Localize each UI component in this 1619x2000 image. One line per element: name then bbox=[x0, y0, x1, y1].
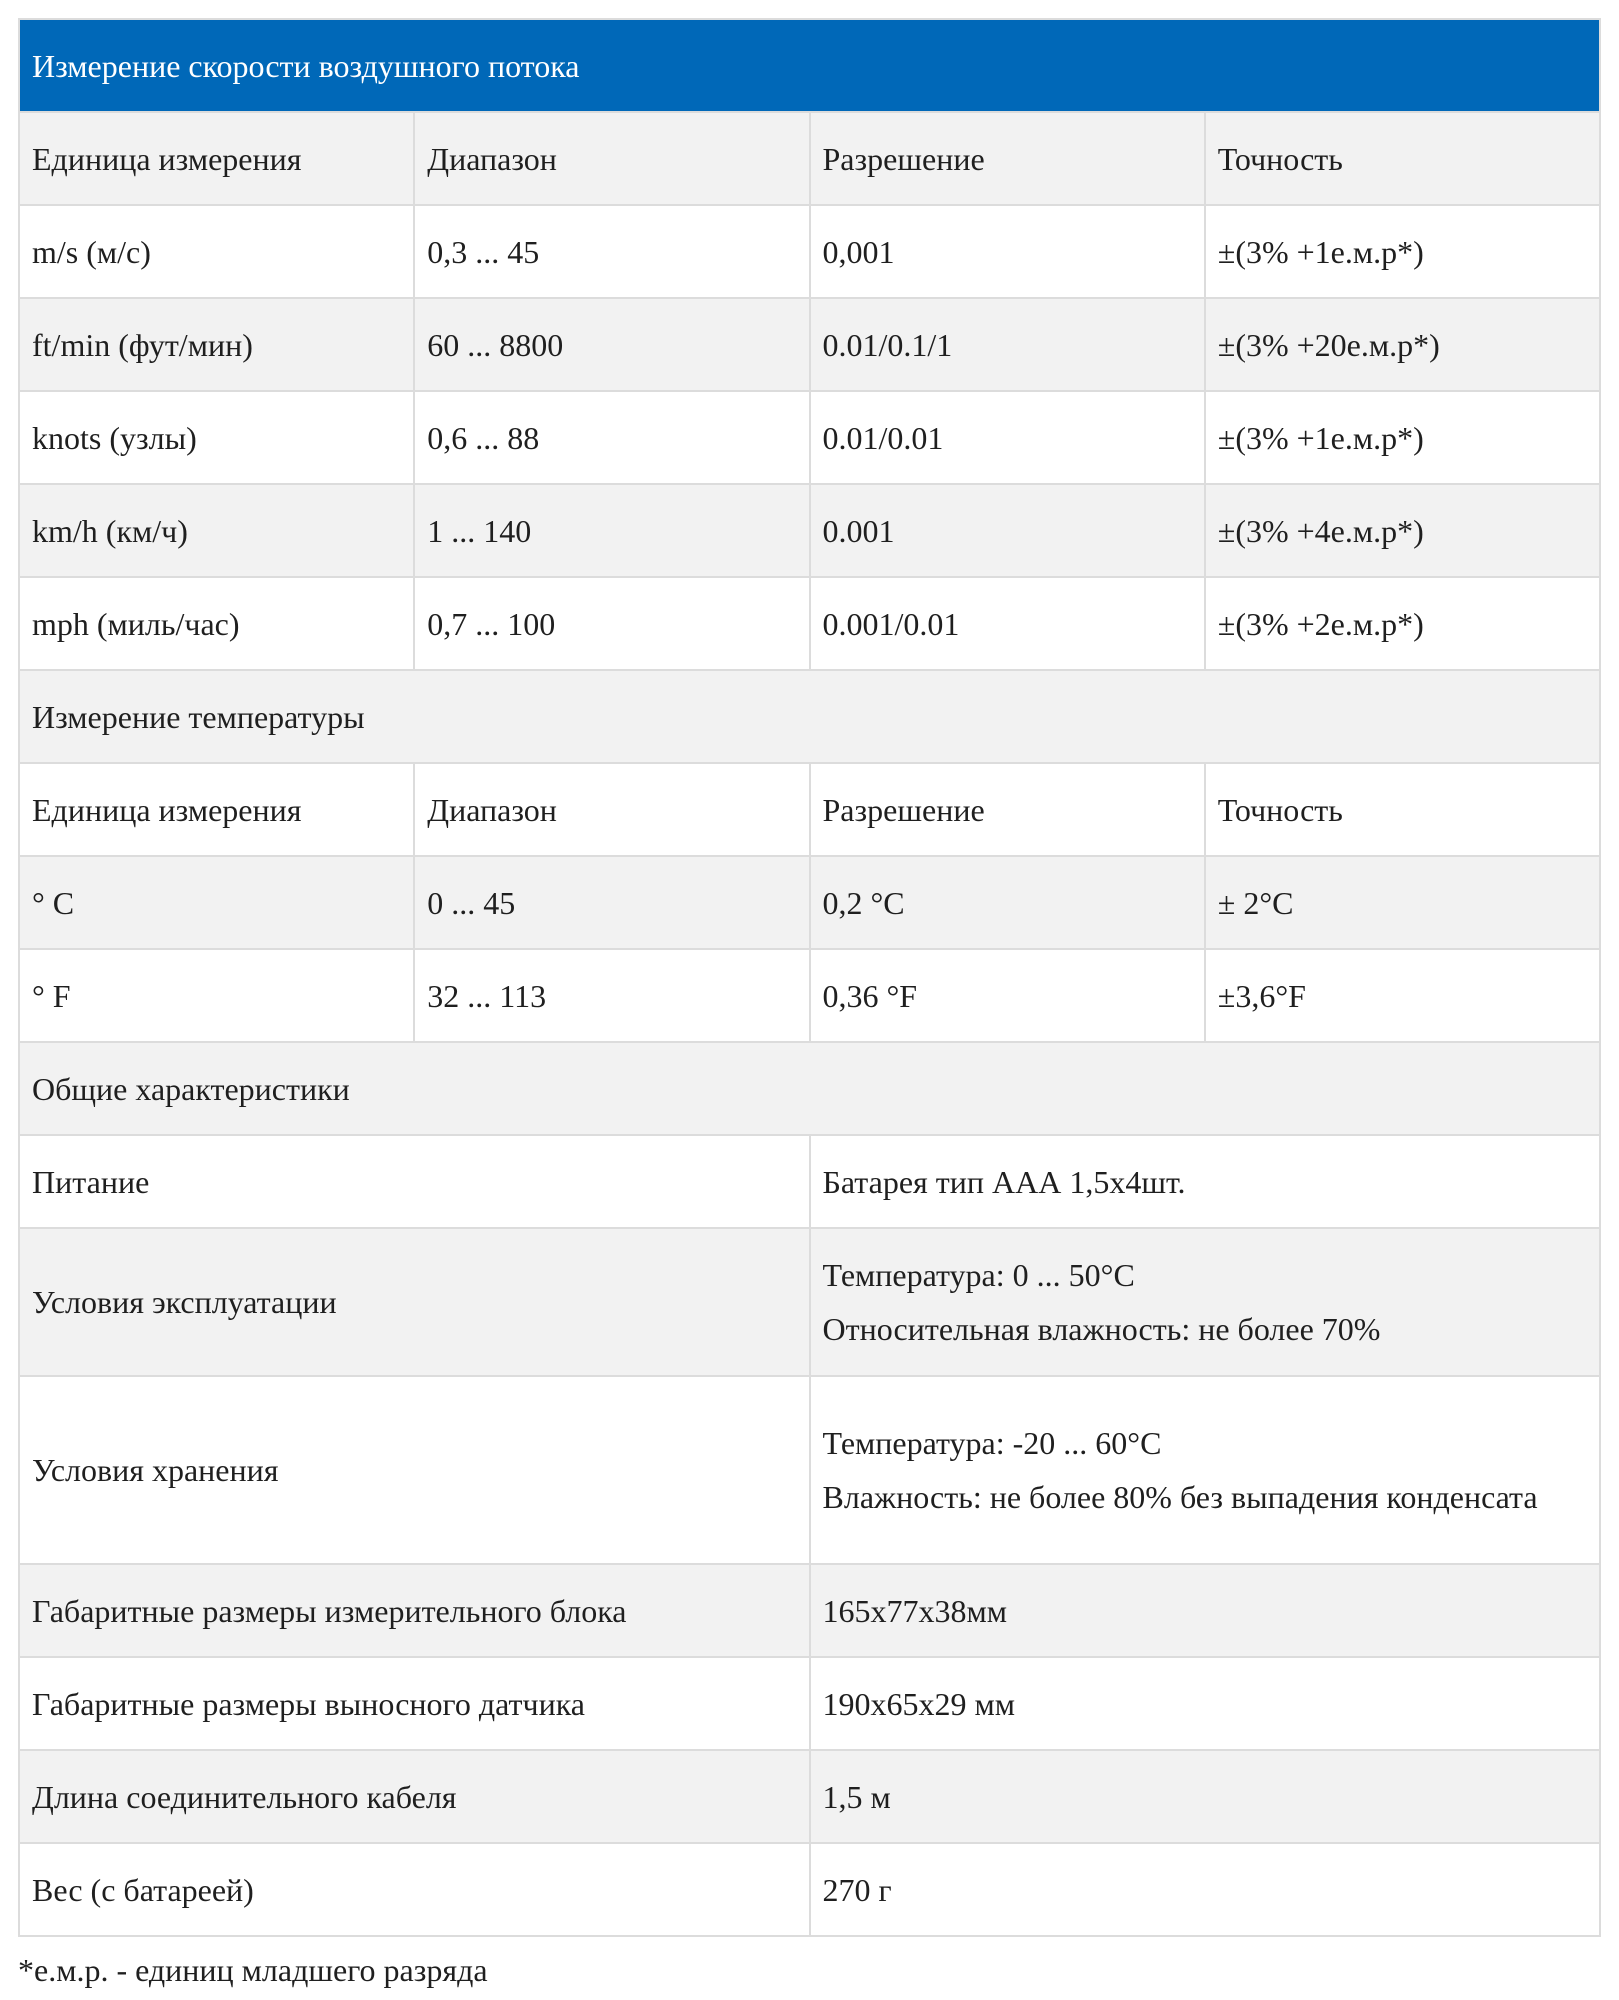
column-header-range: Диапазон bbox=[414, 763, 809, 856]
column-header-unit: Единица измерения bbox=[19, 763, 414, 856]
spec-label: Габаритные размеры измерительного блока bbox=[19, 1564, 810, 1657]
range-cell: 0,3 ... 45 bbox=[414, 205, 809, 298]
table-row bbox=[19, 1843, 1600, 1936]
spec-value-line: 190х65х29 мм bbox=[822, 1685, 1015, 1722]
general-section-title-row bbox=[19, 1042, 1600, 1135]
spec-value-line: Влажность: не более 80% без выпадения конденсата bbox=[822, 1479, 1538, 1515]
spec-value bbox=[810, 1843, 1601, 1936]
spec-value-line: Температура: 0 ... 50°C bbox=[822, 1257, 1135, 1293]
spec-label: Условия эксплуатации bbox=[19, 1228, 810, 1376]
airflow-header-row bbox=[19, 112, 1600, 205]
specifications-table bbox=[18, 18, 1601, 1937]
spec-label: Вес (с батареей) bbox=[19, 1843, 810, 1936]
accuracy-cell: ±(3% +1е.м.р*) bbox=[1205, 205, 1600, 298]
range-cell: 1 ... 140 bbox=[414, 484, 809, 577]
resolution-cell: 0,001 bbox=[810, 205, 1205, 298]
column-header-range: Диапазон bbox=[414, 112, 809, 205]
spec-value-line: 1,5 м bbox=[822, 1778, 891, 1815]
accuracy-cell: ±(3% +1е.м.р*) bbox=[1205, 391, 1600, 484]
resolution-cell: 0,2 °C bbox=[810, 856, 1205, 949]
resolution-cell: 0.01/0.1/1 bbox=[810, 298, 1205, 391]
unit-cell: ° F bbox=[19, 949, 414, 1042]
spec-value-line: Относительная влажность: не более 70% bbox=[822, 1311, 1381, 1347]
temperature-header-row bbox=[19, 763, 1600, 856]
spec-value-line: 270 г bbox=[822, 1871, 892, 1908]
temperature-section-title-row bbox=[19, 670, 1600, 763]
table-row bbox=[19, 298, 1600, 391]
footnote: *е.м.р. - единиц младшего разряда bbox=[18, 1952, 488, 1988]
unit-cell: km/h (км/ч) bbox=[19, 484, 414, 577]
spec-label: Габаритные размеры выносного датчика bbox=[19, 1657, 810, 1750]
unit-cell: m/s (м/с) bbox=[19, 205, 414, 298]
unit-cell: ° C bbox=[19, 856, 414, 949]
accuracy-cell: ± 2°C bbox=[1205, 856, 1600, 949]
spec-value-line: Температура: -20 ... 60°C bbox=[822, 1425, 1162, 1461]
table-row bbox=[19, 1228, 1600, 1376]
column-header-unit: Единица измерения bbox=[19, 112, 414, 205]
airflow-section-title: Измерение скорости воздушного потока bbox=[19, 19, 1600, 112]
spec-label: Длина соединительного кабеля bbox=[19, 1750, 810, 1843]
spec-value-line: Батарея тип ААА 1,5х4шт. bbox=[822, 1163, 1186, 1200]
resolution-cell: 0.001 bbox=[810, 484, 1205, 577]
spec-value bbox=[810, 1750, 1601, 1843]
spec-value bbox=[810, 1376, 1601, 1564]
table-row bbox=[19, 577, 1600, 670]
accuracy-cell: ±(3% +2е.м.р*) bbox=[1205, 577, 1600, 670]
unit-cell: ft/min (фут/мин) bbox=[19, 298, 414, 391]
range-cell: 0,7 ... 100 bbox=[414, 577, 809, 670]
table-row bbox=[19, 949, 1600, 1042]
airflow-section-title-row bbox=[19, 19, 1600, 112]
column-header-accuracy: Точность bbox=[1205, 763, 1600, 856]
general-section-title: Общие характеристики bbox=[19, 1042, 1600, 1135]
temperature-section-title: Измерение температуры bbox=[19, 670, 1600, 763]
spec-value bbox=[810, 1564, 1601, 1657]
range-cell: 0 ... 45 bbox=[414, 856, 809, 949]
spec-label: Условия хранения bbox=[19, 1376, 810, 1564]
resolution-cell: 0.01/0.01 bbox=[810, 391, 1205, 484]
unit-cell: mph (миль/час) bbox=[19, 577, 414, 670]
resolution-cell: 0.001/0.01 bbox=[810, 577, 1205, 670]
column-header-accuracy: Точность bbox=[1205, 112, 1600, 205]
spec-value bbox=[810, 1228, 1601, 1376]
range-cell: 60 ... 8800 bbox=[414, 298, 809, 391]
table-row bbox=[19, 484, 1600, 577]
table-row bbox=[19, 1135, 1600, 1228]
table-row bbox=[19, 1657, 1600, 1750]
spec-value bbox=[810, 1657, 1601, 1750]
table-row bbox=[19, 1564, 1600, 1657]
range-cell: 32 ... 113 bbox=[414, 949, 809, 1042]
table-row bbox=[19, 1750, 1600, 1843]
column-header-resolution: Разрешение bbox=[810, 763, 1205, 856]
table-row bbox=[19, 391, 1600, 484]
unit-cell: knots (узлы) bbox=[19, 391, 414, 484]
column-header-resolution: Разрешение bbox=[810, 112, 1205, 205]
spec-label: Питание bbox=[19, 1135, 810, 1228]
table-row bbox=[19, 205, 1600, 298]
table-row bbox=[19, 1376, 1600, 1564]
accuracy-cell: ±(3% +20е.м.р*) bbox=[1205, 298, 1600, 391]
spec-value-line: 165х77х38мм bbox=[822, 1592, 1007, 1629]
accuracy-cell: ±3,6°F bbox=[1205, 949, 1600, 1042]
range-cell: 0,6 ... 88 bbox=[414, 391, 809, 484]
resolution-cell: 0,36 °F bbox=[810, 949, 1205, 1042]
table-row bbox=[19, 856, 1600, 949]
spec-value bbox=[810, 1135, 1601, 1228]
accuracy-cell: ±(3% +4е.м.р*) bbox=[1205, 484, 1600, 577]
